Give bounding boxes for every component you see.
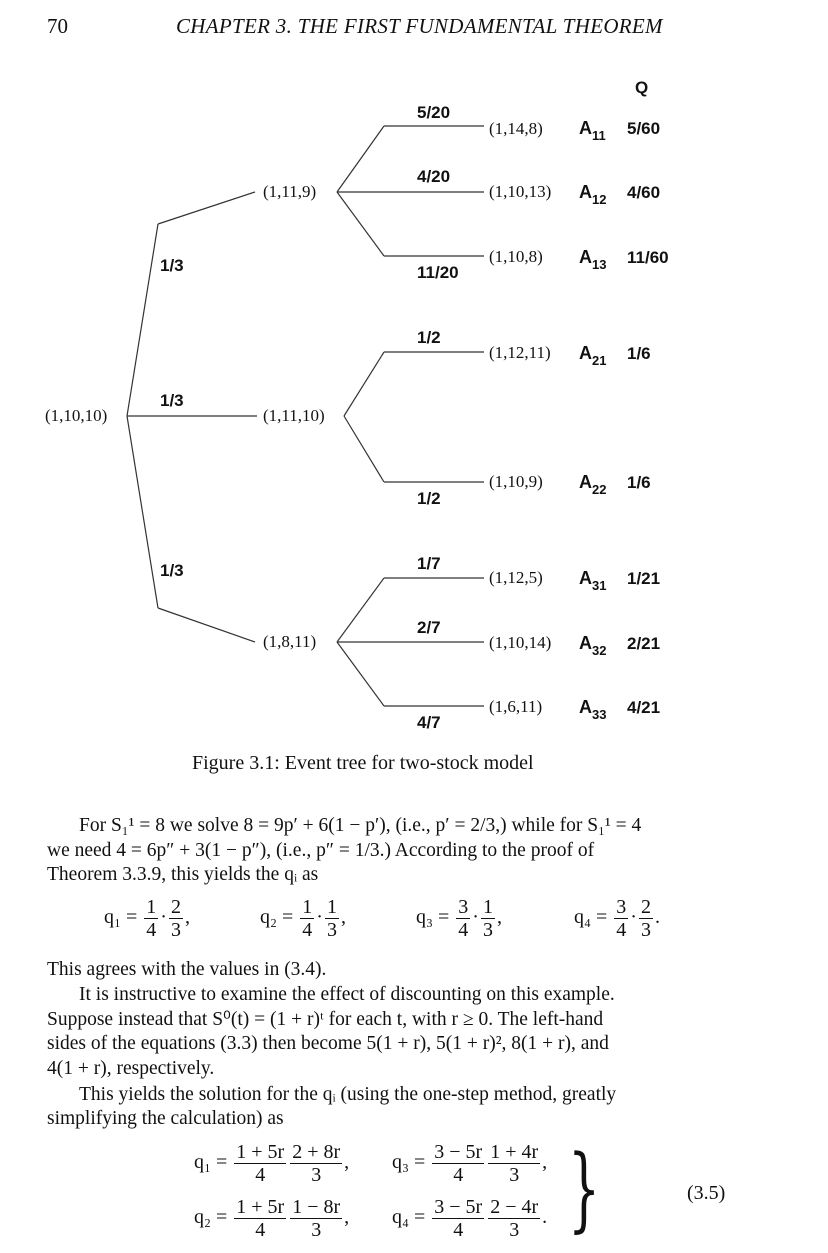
level1-node: (1,11,10) — [263, 406, 325, 425]
event-label: $A_{22}$ — [579, 472, 607, 497]
paragraph-line: Suppose instead that S⁰(t) = (1 + r)ᵗ for each t, with r ≥ 0. The left-hand — [47, 1009, 604, 1030]
chapter-title: CHAPTER 3. THE FIRST FUNDAMENTAL THEOREM — [176, 14, 663, 38]
branch-probability: 11/20 — [417, 263, 459, 282]
page-number: 70 — [47, 14, 68, 38]
event-label: $A_{12}$ — [579, 182, 607, 207]
paragraph-line: It is instructive to examine the effect of discounting on this example. — [79, 984, 615, 1005]
leaf-node: (1,10,13) — [489, 182, 552, 201]
branch-21 — [344, 352, 384, 416]
right-brace: } — [568, 1135, 601, 1242]
event-label: $A_{21}$ — [579, 343, 607, 368]
branch-probability: 1/7 — [417, 554, 441, 573]
paragraph-line: sides of the equations (3.3) then become 5(1 + r), 5(1 + r)², 8(1 + r), and — [47, 1033, 609, 1054]
q-value: 1/21 — [627, 569, 661, 588]
branch-13 — [337, 192, 384, 256]
paragraph-line: we need 4 = 6p″ + 3(1 − p″), (i.e., p″ = 1/3.) According to the proof of — [47, 840, 595, 861]
branch-probability: 1/2 — [417, 328, 441, 347]
equation-number: (3.5) — [687, 1182, 726, 1204]
root-node: (1,10,10) — [45, 406, 108, 425]
branch-probability: 5/20 — [417, 103, 451, 122]
branch-31 — [337, 578, 384, 642]
branch-probability: 4/20 — [417, 167, 451, 186]
leaf-node: (1,14,8) — [489, 119, 543, 138]
paragraph-line: Theorem 3.3.9, this yields the qᵢ as — [47, 864, 319, 885]
q-expression: q₃ = $\frac{3}{4}$ · $\frac{1}{3}$ , — [416, 896, 502, 941]
q-expression: q₂ = $\frac{1}{4}$ · $\frac{1}{3}$ , — [260, 896, 346, 941]
branch-probability: 1/3 — [160, 391, 184, 410]
event-label: $A_{31}$ — [579, 568, 607, 593]
leaf-node: (1,12,11) — [489, 343, 551, 362]
paragraph-line: This yields the solution for the qᵢ (using the one-step method, greatly — [79, 1084, 617, 1105]
q-value: 11/60 — [627, 248, 669, 267]
paragraph-line: This agrees with the values in (3.4). — [47, 959, 327, 980]
leaf-node: (1,10,8) — [489, 247, 543, 266]
q-expression: q₁ = $\frac{1}{4}$ · $\frac{2}{3}$ , — [104, 896, 190, 941]
event-label: $A_{11}$ — [579, 118, 606, 143]
figure-caption: Figure 3.1: Event tree for two-stock model — [192, 752, 534, 774]
branch-probability: 4/7 — [417, 713, 441, 732]
q-column-header: Q — [635, 78, 649, 97]
branch-root-1b — [158, 192, 255, 224]
leaf-node: (1,6,11) — [489, 697, 543, 716]
paragraph-line: simplifying the calculation) as — [47, 1108, 284, 1129]
level1-node: (1,8,11) — [263, 632, 317, 651]
equation-term: q₄ = $\frac{3 - 5r}{4}$ $\frac{2 - 4r}{3}$ . — [392, 1196, 548, 1241]
q-value: 2/21 — [627, 634, 661, 653]
branch-root-1 — [127, 224, 158, 416]
branch-22 — [344, 416, 384, 482]
event-label: $A_{32}$ — [579, 633, 607, 658]
q-value: 4/60 — [627, 183, 661, 202]
leaf-node: (1,10,9) — [489, 472, 543, 491]
branch-root-3 — [127, 416, 158, 608]
equation-term: q₂ = $\frac{1 + 5r}{4}$ $\frac{1 - 8r}{3}$ , — [194, 1196, 350, 1241]
branch-probability: 2/7 — [417, 618, 441, 637]
q-value: 1/6 — [627, 473, 651, 492]
branch-root-3b — [158, 608, 255, 642]
paragraph-line: 4(1 + r), respectively. — [47, 1058, 215, 1079]
q-expression: q₄ = $\frac{3}{4}$ · $\frac{2}{3}$ . — [574, 896, 660, 941]
leaf-node: (1,12,5) — [489, 568, 543, 587]
q-value: 5/60 — [627, 119, 661, 138]
branch-33 — [337, 642, 384, 706]
equation-term: q₁ = $\frac{1 + 5r}{4}$ $\frac{2 + 8r}{3}$ , — [194, 1141, 350, 1186]
branch-probability: 1/3 — [160, 561, 184, 580]
event-label: $A_{13}$ — [579, 247, 607, 272]
paragraph-line: For S₁¹ = 8 we solve 8 = 9p′ + 6(1 − p′), (i.e., p′ = 2/3,) while for S₁¹ = 4 — [79, 815, 642, 836]
equation-term: q₃ = $\frac{3 - 5r}{4}$ $\frac{1 + 4r}{3}$ , — [392, 1141, 548, 1186]
branch-probability: 1/3 — [160, 256, 184, 275]
level1-node: (1,11,9) — [263, 182, 317, 201]
q-value: 4/21 — [627, 698, 661, 717]
branch-11 — [337, 126, 384, 192]
leaf-node: (1,10,14) — [489, 633, 552, 652]
event-label: $A_{33}$ — [579, 697, 607, 722]
branch-probability: 1/2 — [417, 489, 441, 508]
q-value: 1/6 — [627, 344, 651, 363]
